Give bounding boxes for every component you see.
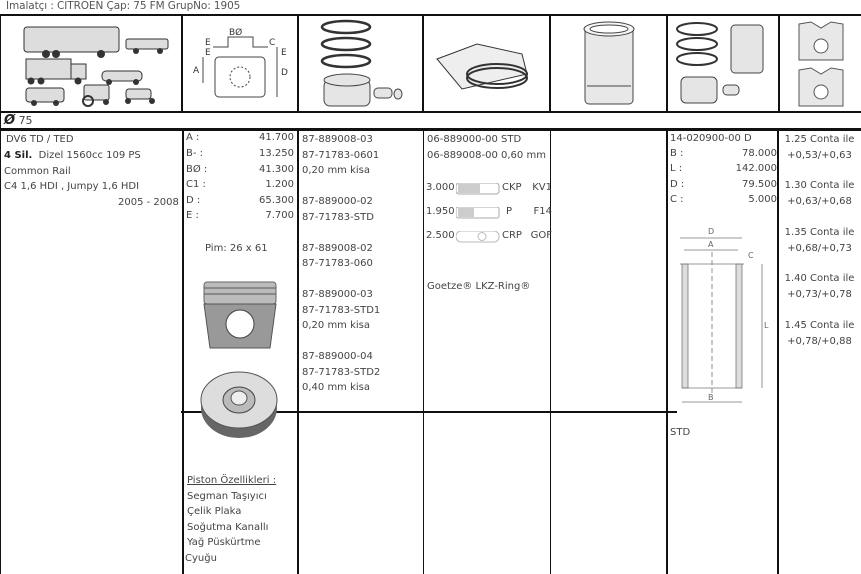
gasket-option: 1.30 Conta ile +0,63/+0,68: [784, 180, 855, 207]
part-number: 87-889008-02: [302, 243, 373, 254]
part-note: 0,40 mm kisa: [302, 382, 371, 393]
bore-diameter: [4, 113, 33, 128]
fuel-system: Common Rail: [4, 166, 71, 177]
catalog-title: İmalatçı : CITROEN Çap: 75 FM GrupNo: 1905: [6, 0, 241, 12]
dim-row: B- : 13.250: [186, 148, 294, 159]
svg-text:E: E: [205, 37, 211, 48]
part-number: 87-71783-STD: [302, 212, 374, 223]
ring-profile-icon: [456, 183, 500, 195]
svg-text:D: D: [281, 67, 288, 78]
ring-part-number: 06-889008-00 0,60 mm: [427, 150, 546, 161]
ring-profile-icon: [456, 207, 500, 219]
diameter-value: 75: [18, 114, 33, 127]
part-note: 0,20 mm kisa: [302, 165, 371, 176]
dim-row: A : 41.700: [186, 132, 294, 143]
svg-text:E: E: [205, 47, 211, 58]
gasket-option: 1.45 Conta ile +0,78/+0,88: [784, 320, 855, 347]
divider: [423, 130, 424, 574]
dim-row: E : 7.700: [186, 210, 294, 221]
liner-dim-row: L : 142.000: [670, 163, 777, 174]
gasket-option: 1.40 Conta ile +0,73/+0,78: [784, 273, 855, 300]
piston-rings-pin-icon: [299, 16, 422, 111]
svg-text:A: A: [193, 65, 200, 76]
piston-features-title: Piston Özellikleri :: [187, 475, 277, 486]
ring-row: 1.950 P F14: [426, 206, 552, 217]
piston-kit-icon: [668, 16, 778, 111]
part-number: 87-71783-060: [302, 258, 373, 269]
feature-item: Çelik Plaka: [187, 506, 242, 517]
liner-dim-row: B : 78.000: [670, 148, 777, 159]
feature-item: Soğutma Kanallı: [187, 522, 269, 533]
gasket-option: 1.25 Conta ile +0,53/+0,63: [784, 134, 855, 161]
ring-part-number: 06-889000-00 STD: [427, 134, 522, 145]
part-note: 0,20 mm kisa: [302, 320, 371, 331]
part-number: 87-889000-02: [302, 196, 373, 207]
part-number: 87-889000-04: [302, 351, 373, 362]
ring-set-box-icon: [424, 16, 549, 111]
liner-size-note: STD: [670, 427, 691, 438]
piston-section-icon: [780, 16, 861, 111]
piston-side-photo-icon: [200, 280, 280, 355]
svg-text:C: C: [748, 251, 754, 260]
ring-profile-icon: [456, 231, 500, 243]
vehicles-icon: [1, 16, 181, 111]
ring-row: 2.500 CRP GOF: [426, 230, 552, 241]
feature-item: Cyuğu: [185, 553, 217, 564]
piston-dimension-diagram-icon: [183, 16, 297, 111]
svg-text:BØ: BØ: [229, 27, 243, 38]
part-number: 87-71783-0601: [302, 150, 380, 161]
diameter-icon: Ø: [4, 113, 16, 128]
divider: [666, 130, 668, 574]
dim-row: C1 : 1.200: [186, 179, 294, 190]
svg-text:L: L: [764, 321, 769, 330]
divider: [550, 130, 551, 574]
cylinders: 4 Sil.: [4, 150, 33, 161]
pin-size: Pim: 26 x 61: [205, 243, 268, 254]
svg-text:E: E: [281, 47, 287, 58]
part-number: 87-71783-STD1: [302, 305, 381, 316]
dim-row: BØ : 41.300: [186, 164, 294, 175]
liner-dimension-diagram-icon: [674, 222, 774, 410]
models: C4 1,6 HDI , Jumpy 1,6 HDI: [4, 181, 140, 192]
svg-text:D: D: [708, 227, 715, 236]
svg-text:C: C: [269, 37, 276, 48]
part-number: 87-71783-STD2: [302, 367, 381, 378]
ring-brand: Goetze® LKZ-Ring®: [427, 281, 531, 292]
liner-dim-row: D : 79.500: [670, 179, 777, 190]
divider: [182, 130, 184, 574]
ring-row: 3.000 CKP KV1: [426, 182, 552, 193]
years: 2005 - 2008: [118, 197, 179, 208]
part-number: 87-889000-03: [302, 289, 373, 300]
piston-top-photo-icon: [198, 368, 280, 443]
feature-item: Segman Taşıyıcı: [187, 491, 267, 502]
part-number: 87-889008-03: [302, 134, 373, 145]
divider: [297, 130, 299, 574]
cylinder-liner-icon: [551, 16, 666, 111]
gasket-option: 1.35 Conta ile +0,68/+0,73: [784, 227, 855, 254]
divider: [0, 111, 861, 113]
svg-text:A: A: [708, 240, 714, 249]
engine-code: DV6 TD / TED: [6, 134, 74, 145]
feature-item: Yağ Püskürtme: [187, 537, 261, 548]
engine-spec: Dizel 1560cc 109 PS: [38, 150, 141, 161]
svg-text:B: B: [708, 393, 714, 402]
dim-row: D : 65.300: [186, 195, 294, 206]
liner-part-number: 14-020900-00 D: [670, 133, 752, 144]
liner-dim-row: C : 5.000: [670, 194, 777, 205]
engine-spec-line: [4, 148, 141, 164]
